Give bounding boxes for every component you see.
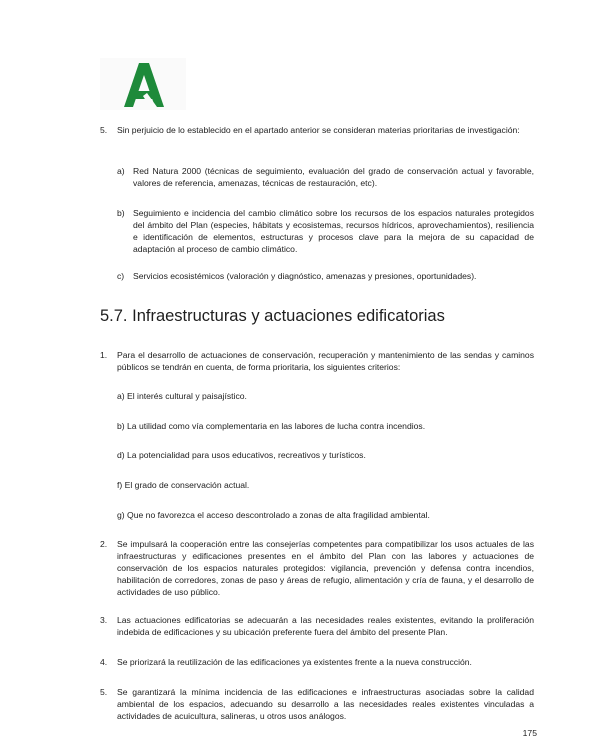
paragraph: Servicios ecosistémicos (valoración y diagnóstico, amenazas y presiones, oportunidades). [133,271,477,281]
criterion: d) La potencialidad para usos educativos, recreativos y turísticos. [117,450,366,460]
paragraph: Se impulsará la cooperación entre las consejerías competentes para compatibilizar los usos actuales de las infraestructuras y edificaciones presentes en el ámbito del Plan con las labores y actuaciones de conservación de los espacios naturales protegidos: vigilancia, prevención y defensa contra incendios, habilitación de corredores, zonas de paso y áreas de refugio, alimentación y cría de fauna, y el desarrollo de actividades de uso público. [117,539,534,597]
page-number: 175 [522,728,537,738]
item-number: 5. [100,687,108,697]
criterion: f) El grado de conservación actual. [117,480,250,490]
criterion: g) Que no favorezca el acceso descontrolado a zonas de alta fragilidad ambiental. [117,510,430,520]
paragraph: Se garantizará la mínima incidencia de las edificaciones e infraestructuras asociadas sobre la calidad ambiental de los espacios, adecuando su desarrollo a las necesidades reales existentes vinculadas a actividades de acuicultura, salineras, u otros usos análogos. [117,687,534,721]
item-letter: a) [117,166,125,176]
institution-logo [100,58,186,110]
item-letter: b) [117,208,125,218]
item-number: 2. [100,539,108,549]
paragraph: Para el desarrollo de actuaciones de conservación, recuperación y mantenimiento de las sendas y caminos públicos se tendrán en cuenta, de forma prioritaria, los siguientes criterios: [117,350,534,372]
item-number: 1. [100,350,108,360]
logo-a-icon [124,63,164,107]
paragraph: Las actuaciones edificatorias se adecuarán a las necesidades reales existentes, evitando la proliferación indebida de edificaciones y su ubicación preferente fuera del ámbito del presente Plan. [117,615,534,637]
item-number: 4. [100,657,108,667]
item-number: 5. [100,125,108,135]
item-number: 3. [100,615,108,625]
section-heading: 5.7. Infraestructuras y actuaciones edificatorias [100,307,445,325]
criterion: b) La utilidad como vía complementaria en las labores de lucha contra incendios. [117,421,426,431]
paragraph: Se priorizará la reutilización de las edificaciones ya existentes frente a la nueva construcción. [117,657,472,667]
paragraph: Sin perjuicio de lo establecido en el apartado anterior se consideran materias prioritarias de investigación: [117,125,520,135]
paragraph: Red Natura 2000 (técnicas de seguimiento, evaluación del grado de conservación actual y favorable, valores de referencia, amenazas, técnicas de restauración, etc). [133,166,534,188]
criterion: a) El interés cultural y paisajístico. [117,391,247,401]
item-letter: c) [117,271,125,281]
paragraph: Seguimiento e incidencia del cambio climático sobre los recursos de los espacios naturales protegidos del ámbito del Plan (especies, hábitats y ecosistemas, recursos hídricos, aprovechamientos), resiliencia e identificación de elementos, estructuras y procesos clave para la mejora de su capacidad de adaptación al proceso de cambio climático. [133,208,534,254]
